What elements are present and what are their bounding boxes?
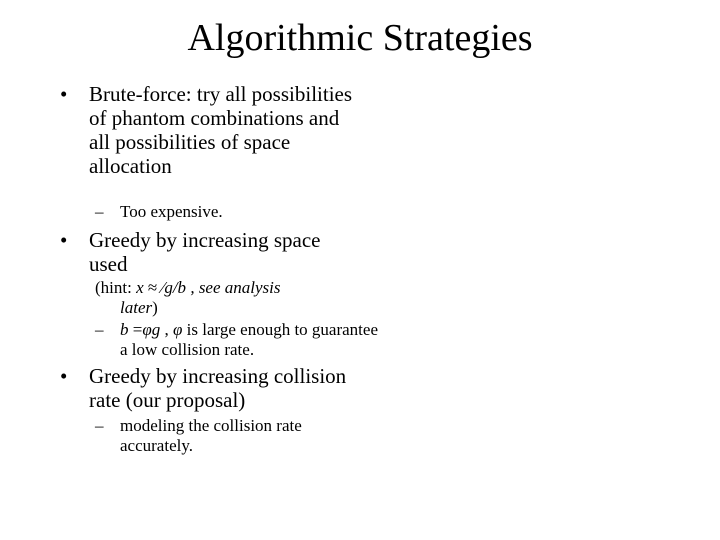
hint-text: (hint: x ≈ ⁄g/b , see analysis later) [95,278,281,317]
bullet-text: Brute-force: try all possibilities of phantom combinations and all possibilities of space allocation [89,82,353,178]
sub-bullet-text: modeling the collision rate accurately. [120,416,302,455]
sub-bullet-modeling [95,416,355,456]
slide-title: Algorithmic Strategies [187,17,533,59]
bullet-brute-force [60,82,360,178]
bullet-text: Greedy by increasing collision rate (our proposal) [89,364,347,412]
formula-glyph: ⁄ [161,278,165,297]
dash-icon: – [95,416,104,435]
bullet-greedy-space [60,228,360,276]
dash-icon: – [95,202,104,221]
sub-bullet-text: b =φg , φ is large enough to guarantee a low collision rate. [120,320,378,359]
sub-bullet-too-expensive [95,202,223,222]
dash-icon: – [95,320,104,339]
bullet-text: Greedy by increasing space used [89,228,321,276]
bullet-icon: • [60,228,68,252]
bullet-icon: • [60,364,68,388]
bullet-icon: • [60,82,68,106]
bullet-greedy-collision [60,364,370,412]
sub-bullet-b-phi [95,320,385,360]
sub-bullet-text: Too expensive. [120,202,223,221]
